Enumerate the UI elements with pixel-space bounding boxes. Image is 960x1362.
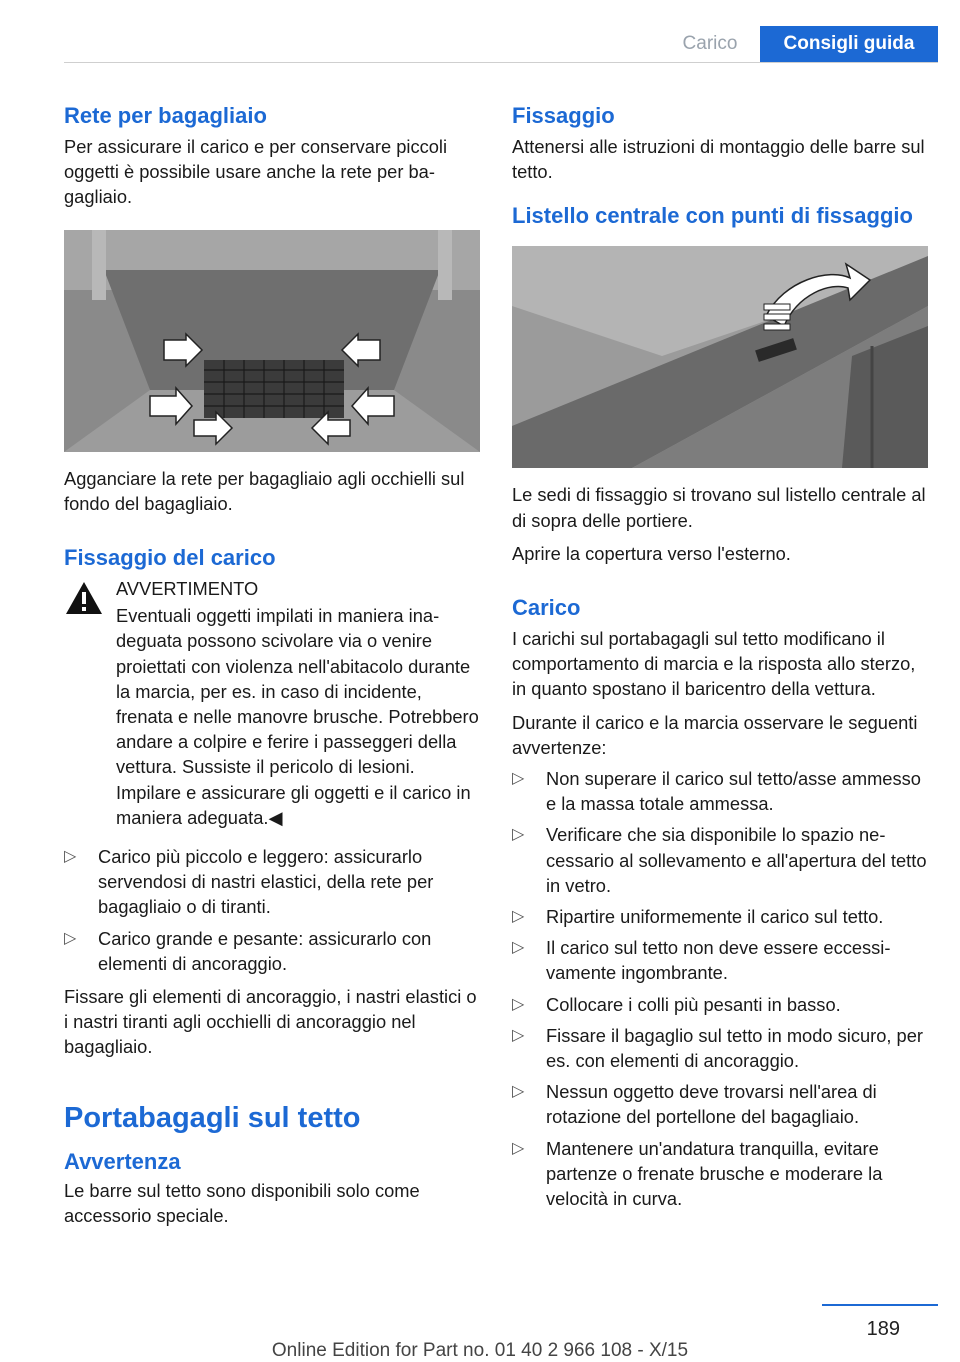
note-text: Le barre sul tetto sono disponibili solo come accessorio speciale. [64,1179,420,1226]
bullet-icon: ▷ [512,939,525,957]
list-item: ▷ Fissare il bagaglio sul tetto in modo sicuro, per es. con elementi di ancoraggio. [512,1024,923,1072]
header-chapter-tab[interactable]: Consigli guida [760,26,938,62]
strip-open: Aprire la copertura verso l'esterno. [512,542,791,564]
strip-heading: Listello centrale con punti di fissaggio [512,203,913,229]
warning-triangle-icon [64,580,104,616]
right-column [512,102,930,1211]
list-item: ▷ Ripartire uniformemente il carico sul tetto. [512,904,930,929]
warning-text: Eventuali oggetti impilati in maniera inadeguata possono scivolare via o venire proiettati con violenza nell'abitacolo durante la marcia, per es. in caso di incidente, frenata e nelle manovre brusche. Potrebbero andare a colpire e ferire i passeggeri della vettura. Sussiste il pericolo di lesioni. Impilare e assicurare gli oggetti e il carico in maniera adeguata.◀ [116,605,479,828]
bullet-icon: ▷ [512,770,525,788]
load-intro: Durante il carico e la marcia osservare le seguenti avvertenze: [512,711,918,758]
page-number: 189 [866,1318,900,1340]
list-item: ▷ Non superare il carico sul tetto/asse ammesso e la massa totale ammessa. [512,768,921,815]
bullet-icon: ▷ [512,1139,525,1157]
header-divider [64,62,938,63]
footer-edition: Online Edition for Part no. 01 40 2 966 108 - X/15 [271,1340,689,1361]
roof-strip-figure [512,246,928,468]
list-item: ▷ Carico più piccolo e leggero: assicurarlo servendosi di nastri elastici, della rete per bagagliaio o di tiranti. [64,846,434,918]
net-intro: Per assicurare il carico e per conservare piccoli oggetti è possibile usare anche la rete per bagagliaio. [64,136,448,208]
bullet-icon: ▷ [512,1083,525,1101]
securing-heading: Fissaggio del carico [64,545,276,571]
roof-heading: Portabagagli sul tetto [64,1101,361,1134]
warning-block [64,576,482,830]
securing-bullets [64,844,482,976]
bullet-icon: ▷ [512,1026,525,1044]
list-item: ▷ Verificare che sia disponibile lo spazio necessario al sollevamento e all'apertura del tetto in vetro. [512,824,927,896]
bullet-icon: ▷ [512,826,525,844]
list-item: ▷ Mantenere un'andatura tranquilla, evitare partenze o frenate brusche e moderare la velocità in curva. [512,1137,883,1210]
bullet-icon: ▷ [512,995,525,1013]
list-item: ▷ Collocare i colli più pesanti in basso. [512,992,930,1017]
header-tabs [660,26,938,62]
list-item: ▷ Il carico sul tetto non deve essere eccessivamente ingombrante. [512,937,891,984]
left-column [64,102,482,1228]
list-item: ▷ Nessun oggetto deve trovarsi nell'area di rotazione del portellone del bagagliaio. [512,1081,877,1128]
load-bullets [512,766,930,1211]
bullet-icon: ▷ [64,929,77,947]
list-item: ▷ Carico grande e pesante: assicurarlo con elementi di ancoraggio. [64,927,432,974]
trunk-net-figure [64,230,480,452]
strip-caption: Le sedi di fissaggio si trovano sul listello centrale al di sopra delle portiere. [512,484,926,531]
note-heading: Avvertenza [64,1148,181,1174]
load-text: I carichi sul portabagagli sul tetto modificano il comportamento di marcia e la risposta allo sterzo, in quanto spostano il baricentro della vettura. [512,628,916,700]
footer-divider [822,1304,938,1306]
net-caption: Agganciare la rete per bagagliaio agli occhielli sul fondo del bagagliaio. [64,467,465,514]
bullet-icon: ▷ [512,908,525,926]
warning-title: AVVERTIMENTO [116,578,259,600]
header-section-tab[interactable]: Carico [682,33,738,54]
net-heading: Rete per bagagliaio [64,103,267,128]
fix-text: Attenersi alle istruzioni di montaggio delle barre sul tetto. [512,136,925,183]
anchor-text: Fissare gli elementi di ancoraggio, i nastri elastici o i nastri tiranti agli occhielli di ancoraggio nel bagagliaio. [64,986,477,1058]
load-heading: Carico [512,595,581,621]
bullet-icon: ▷ [64,848,77,866]
fix-heading: Fissaggio [512,103,615,128]
